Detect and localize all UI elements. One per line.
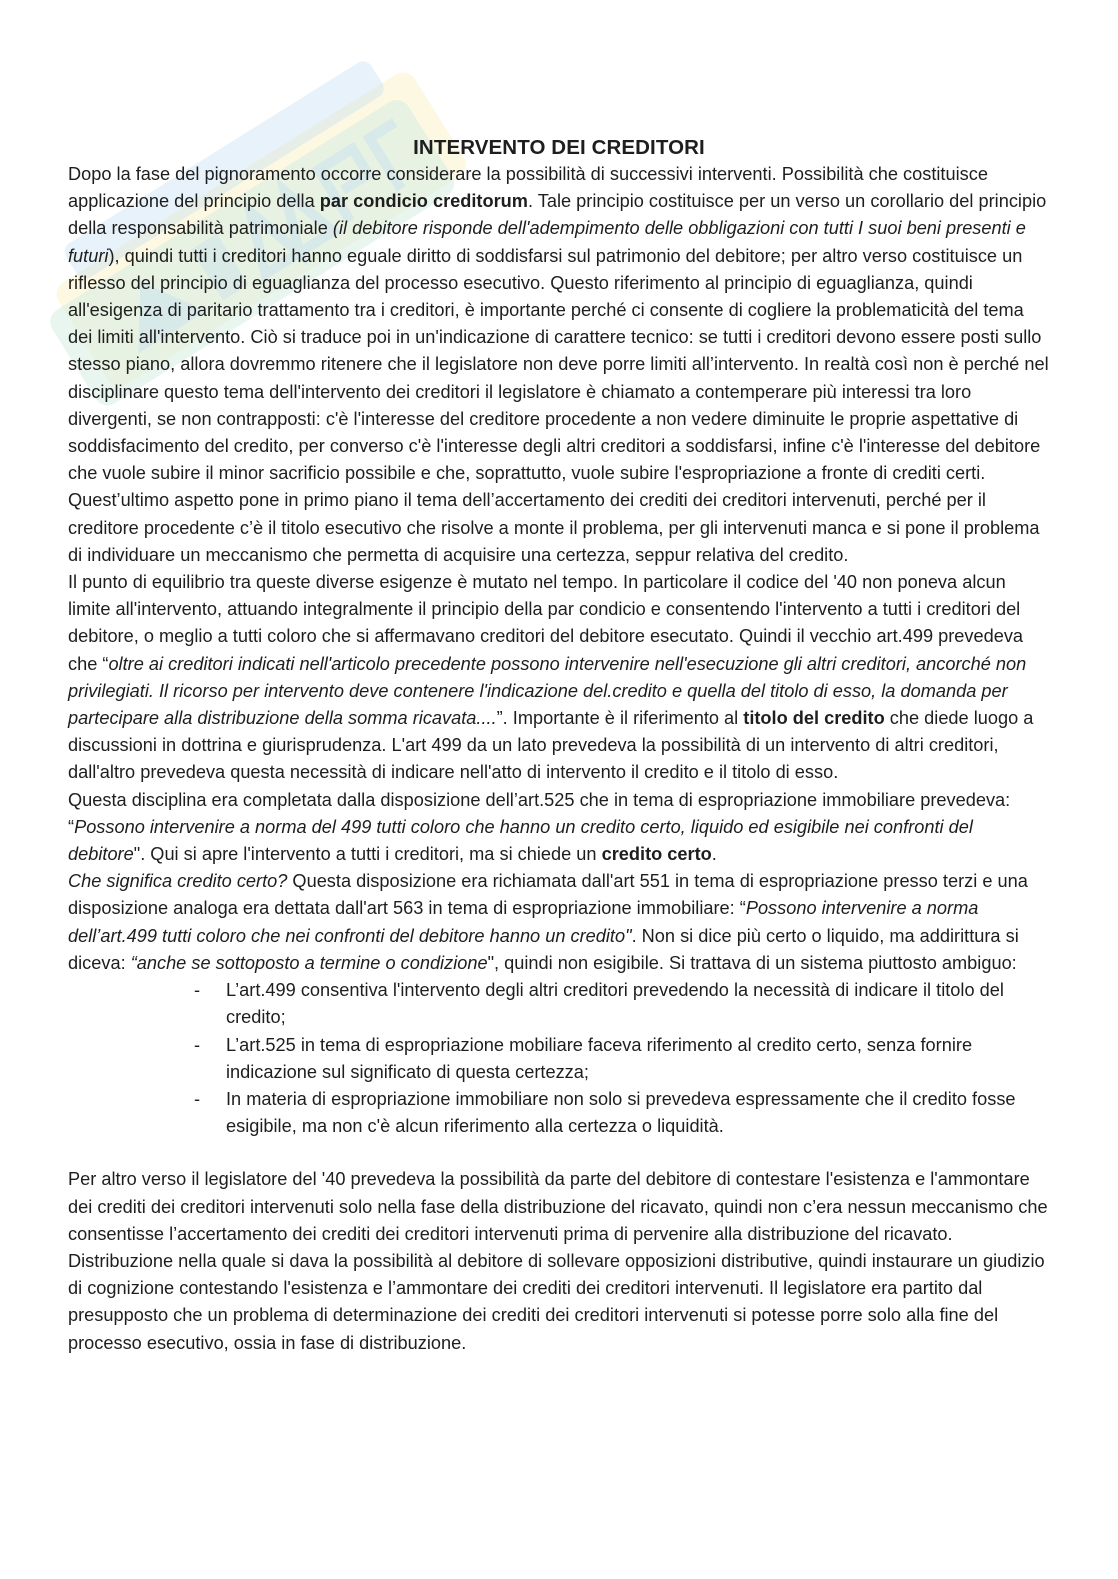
list-item-text: In materia di espropriazione immobiliare non solo si prevedeva espressamente che il credito fosse esigibile, ma non c'è alcun riferimento alla certezza o liquidità. — [226, 1088, 1016, 1137]
document-body — [68, 134, 1050, 1357]
p2-text-a: Il punto di equilibrio tra queste diverse esigenze è mutato nel tempo. In particolare il codice del '40 non poneva alcun limite all'intervento, attuando integralmente il principio della par condicio e consentendo l'intervento a tutti i creditori del debitore, o meglio a tutti coloro che si affermavano creditori del debitore esecutato. Quindi il vecchio art.499 prevedeva che “ — [68, 572, 1024, 674]
paragraph-5: Per altro verso il legislatore del '40 prevedeva la possibilità da parte del debitore di contestare l'esistenza e l'ammontare dei crediti dei creditori intervenuti solo nella fase della distribuzione del ricavato, quindi non c’era nessun meccanismo che consentisse l’accertamento dei crediti dei creditori intervenuti prima di pervenire alla distribuzione del ricavato. Distribuzione nella quale si dava la possibilità al debitore di sollevare opposizioni distributive, quindi instaurare un giudizio di cognizione contestando l'esistenza e l’ammontare dei crediti dei creditori intervenuti. Il legislatore era partito dal presupposto che un problema di determinazione dei crediti dei creditori intervenuti si potesse porre solo alla fine del processo esecutivo, ossia in fase di distribuzione. — [68, 1169, 1048, 1353]
p4-text-d: . Non si dice più certo o liquido, ma addirittura si diceva: — [68, 925, 1019, 973]
paragraph-2 — [68, 569, 1050, 787]
p3-text-c: ". Qui si apre l'intervento a tutti i creditori, ma si chiede un — [133, 844, 602, 865]
p4-italic-question: Che significa credito certo? — [68, 871, 288, 892]
dash-bullet: - — [194, 980, 201, 1001]
p3-text-a: Questa disciplina era completata dalla disposizione dell’art.525 che in tema di espropriazione immobiliare prevedeva: “ — [68, 789, 1011, 837]
p2-text-c: ”. Importante è il riferimento al — [496, 708, 744, 729]
p2-italic-quote: oltre ai creditori indicati nell'articolo precedente possono intervenire nell'esecuzione gli altri creditori, ancorché non privilegiati. Il ricorso per intervento deve contenere l'indicazione del.credito e quella del titolo di esso, la domanda per partecipare alla distribuzione della somma ricavata.... — [68, 653, 1027, 729]
dash-list — [68, 977, 1050, 1140]
paragraph-gap — [68, 1140, 1050, 1166]
paragraph-3 — [68, 787, 1050, 869]
dash-bullet: - — [194, 1034, 201, 1055]
page-title: INTERVENTO DEI CREDITORI — [413, 136, 705, 159]
paragraph-4 — [68, 868, 1050, 977]
list-item — [194, 977, 1050, 1031]
list-item — [194, 1032, 1050, 1086]
list-item-text: L’art.499 consentiva l'intervento degli altri creditori prevedendo la necessità di indicare il titolo del credito; — [226, 980, 1004, 1028]
p2-bold-titolo: titolo del credito — [743, 708, 885, 729]
p1-text-a: Dopo la fase del pignoramento occorre considerare la possibilità di successivi interventi. Possibilità che costituisce applicazione del principio della — [68, 164, 988, 212]
list-item-text: L’art.525 in tema di espropriazione mobiliare faceva riferimento al credito certo, senza fornire indicazione sul significato di questa certezza; — [226, 1034, 973, 1082]
p4-text-f: ", quindi non esigibile. Si trattava di un sistema piuttosto ambiguo: — [487, 952, 1017, 973]
p3-bold-credito-certo: credito certo — [601, 844, 712, 865]
p1-text-c: . Tale principio costituisce per un verso un corollario del principio della responsabilità patrimoniale — [68, 191, 1047, 239]
p1-bold-par-condicio: par condicio creditorum — [319, 191, 528, 212]
p4-italic-quote: Possono intervenire a norma dell’art.499 tutti coloro che nei confronti del debitore hanno un credito" — [68, 898, 979, 946]
p4-text-b: Questa disposizione era richiamata dall'art 551 in tema di espropriazione presso terzi e una disposizione analoga era dettata dall'art 563 in tema di espropriazione immobiliare: “ — [68, 871, 1028, 919]
list-item — [194, 1086, 1050, 1140]
paragraph-1 — [68, 161, 1050, 569]
p1-text-e: ), quindi tutti i creditori hanno eguale diritto di soddisfarsi sul patrimonio del debitore; per altro verso costituisce un riflesso del principio di eguaglianza del processo esecutivo. Questo riferimento al principio di eguaglianza, quindi all'esigenza di paritario trattamento tra i creditori, è importante perché ci consente di cogliere la problematicità del tema dei limiti all'intervento. Ciò si traduce poi in un'indicazione di carattere tecnico: se tutti i creditori devono essere posti sullo stesso piano, allora dovremmo ritenere che il legislatore non deve porre limiti all’intervento. In realtà così non è perché nel disciplinare questo tema dell'intervento dei creditori il legislatore è chiamato a contemperare più interessi tra loro divergenti, se non contrapposti: c'è l'interesse del creditore procedente a non vedere diminuite le proprie aspettative di soddisfacimento del credito, per converso c'è l'interesse degli altri creditori a soddisfarsi, infine c'è l'interesse del debitore che vuole subire il minor sacrificio possibile e che, soprattutto, vuole subire l'espropriazione a fronte di crediti certi. Quest’ultimo aspetto pone in primo piano il tema dell’accertamento dei crediti dei creditori intervenuti, perché per il creditore procedente c’è il titolo esecutivo che risolve a monte il problema, per gli intervenuti manca e si pone il problema di individuare un meccanismo che permetta di acquisire una certezza, seppur relativa del credito. — [68, 245, 1049, 565]
p4-italic-quote-2: “anche se sottoposto a termine o condizione — [130, 952, 488, 973]
p3-text-e: . — [711, 844, 717, 865]
dash-bullet: - — [194, 1088, 201, 1109]
p2-text-e: che diede luogo a discussioni in dottrina e giurisprudenza. L'art 499 da un lato prevedeva la possibilità di un intervento di altri creditori, dall'altro prevedeva questa necessità di indicare nell'atto di intervento il credito e il titolo di esso. — [68, 708, 1034, 783]
p3-italic-quote: Possono intervenire a norma del 499 tutti coloro che hanno un credito certo, liquido ed esigibile nei confronti del debitore — [68, 816, 973, 865]
p1-italic-quote: (il debitore risponde dell'adempimento delle obbligazioni con tutti I suoi beni presenti e futuri — [68, 218, 1026, 266]
